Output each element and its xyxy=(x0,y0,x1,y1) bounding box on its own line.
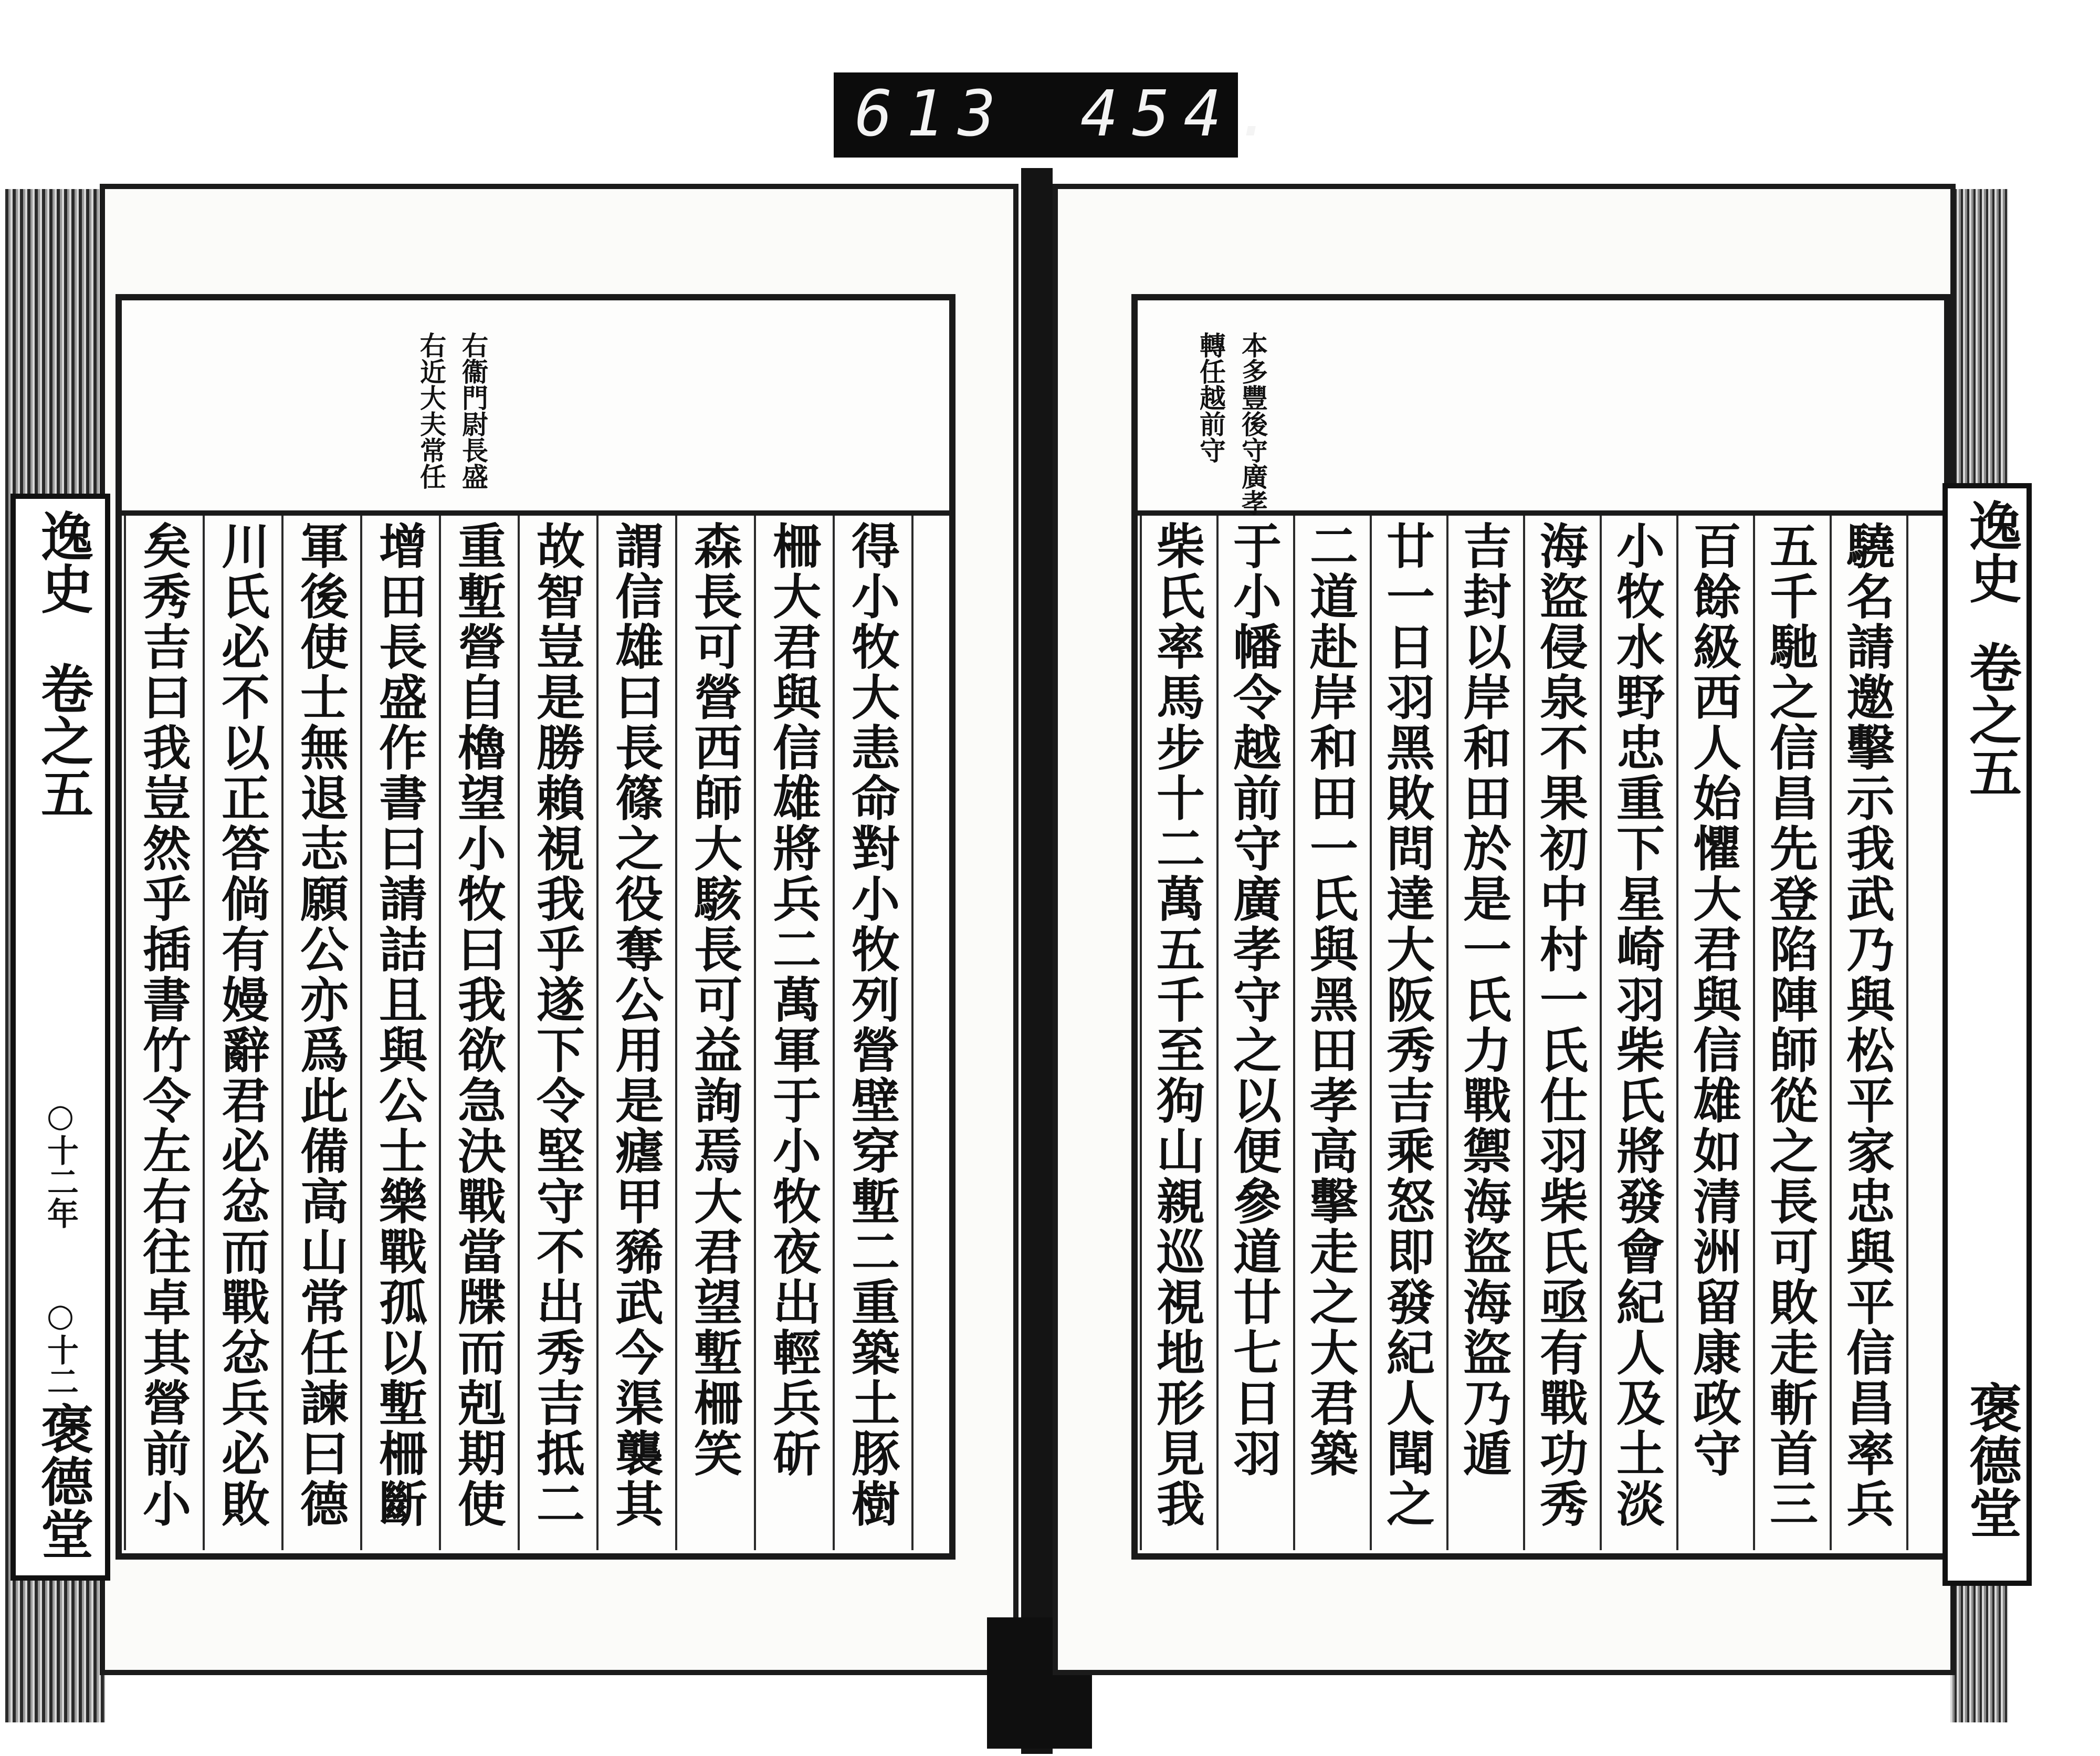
text-column-1: 驍名請邀擊示我武乃與松平家忠與平信昌率兵 xyxy=(1839,521,1895,1529)
text-column-9: 于小幡令越前守廣孝守之以便參道廿七日羽 xyxy=(1225,521,1282,1479)
left-header-note-1: 右衞門尉長盛 xyxy=(458,332,489,489)
left-header-area xyxy=(122,300,949,516)
right-margin-title-strip xyxy=(1942,483,2032,1586)
text-column-5: 故智豈是勝賴視我乎遂下令堅守不出秀吉抵二 xyxy=(529,521,585,1529)
left-margin-title-strip xyxy=(10,494,110,1581)
right-header-area xyxy=(1138,300,1944,516)
text-column-6: 吉封以岸和田於是一氏力戰禦海盜海盜乃遁 xyxy=(1455,521,1512,1479)
text-column-3: 森長可營西師大駭長可益詢焉大君望塹柵笑 xyxy=(686,521,743,1479)
text-column-5: 海盜侵泉不果初中村一氏仕羽柴氏亟有戰功秀 xyxy=(1532,521,1589,1529)
catalogue-number-left: 613 xyxy=(855,78,1010,151)
column-rule xyxy=(1906,516,1908,1550)
left-margin-leaf-number: ○十二 xyxy=(42,1297,79,1397)
left-print-frame xyxy=(116,294,956,1560)
left-page xyxy=(100,184,1018,1675)
text-column-2: 柵大君與信雄將兵二萬軍于小牧夜出輕兵斫 xyxy=(765,521,822,1479)
right-print-frame xyxy=(1131,294,1950,1560)
text-column-10: 矣秀吉曰我豈然乎插書竹令左右往卓其營前小 xyxy=(135,521,192,1529)
text-column-4: 小牧水野忠重下星崎羽柴氏將發會紀人及土淡 xyxy=(1609,521,1665,1529)
left-margin-volume: 卷之五 xyxy=(32,662,94,819)
book-spread xyxy=(5,168,2095,1754)
left-margin-year: ○十二年 xyxy=(42,1098,79,1229)
text-column-8: 二道赴岸和田一氏與黑田孝高擊走之大君築 xyxy=(1302,521,1359,1479)
left-margin-title: 逸史 xyxy=(32,509,94,614)
left-header-note-2: 右近大夫常任 xyxy=(416,332,447,489)
text-column-10: 柴氏率馬步十二萬五千至狗山親巡視地形見我 xyxy=(1149,521,1205,1529)
text-column-3: 百餘級西人始懼大君與信雄如清洲留康政守 xyxy=(1685,521,1742,1479)
book-spine xyxy=(1021,168,1053,1754)
text-column-7: 增田長盛作書曰請詰且與公士樂戰孤以塹柵斷 xyxy=(371,521,428,1529)
catalogue-number-label xyxy=(834,72,1287,158)
catalogue-number-right: 454. xyxy=(1080,78,1287,151)
left-margin-publisher: 褒德堂 xyxy=(32,1402,94,1560)
right-header-note-2: 轉任越前守 xyxy=(1195,332,1226,463)
text-column-7: 廿一日羽黑敗問達大阪秀吉乘怒即發紀人聞之 xyxy=(1379,521,1435,1529)
right-margin-publisher: 褒德堂 xyxy=(1960,1381,2022,1539)
right-page xyxy=(1053,184,1956,1675)
column-rule xyxy=(911,516,914,1550)
right-margin-volume: 卷之五 xyxy=(1960,641,2022,798)
text-column-4: 謂信雄曰長篠之役奪公用是瘧甲豨武今渠襲其 xyxy=(607,521,664,1529)
text-column-1: 得小牧大恚命對小牧列營壁穿塹二重築土豚樹 xyxy=(844,521,900,1529)
text-column-8: 軍後使士無退志願公亦爲此備高山常任諫曰德 xyxy=(292,521,349,1529)
text-column-9: 川氏必不以正答倘有嫚辭君必忿而戰忿兵必敗 xyxy=(214,521,270,1529)
text-column-2: 五千馳之信昌先登陷陣師從之長可敗走斬首三 xyxy=(1762,521,1819,1529)
right-margin-title: 逸史 xyxy=(1960,499,2022,604)
right-header-note-1: 本多豐後守廣孝 xyxy=(1237,332,1268,516)
text-column-6: 重塹營自櫓望小牧曰我欲急決戰當牒而剋期使 xyxy=(450,521,507,1529)
